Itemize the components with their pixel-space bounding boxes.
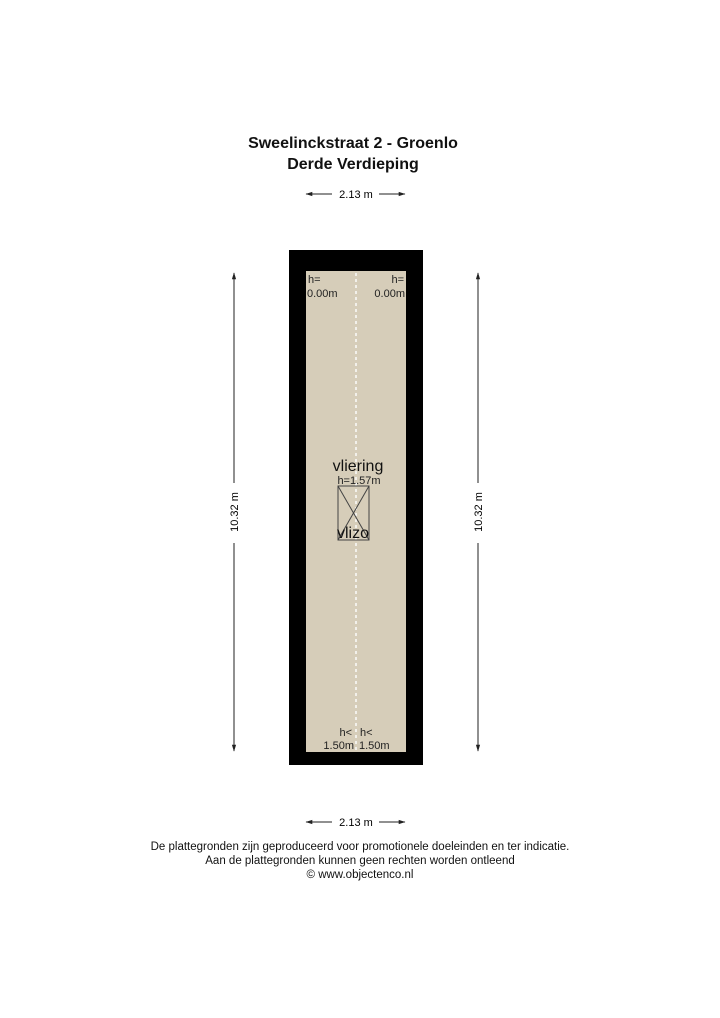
height-value-top-left: 0.00m	[307, 288, 338, 300]
plan-title: Sweelinckstraat 2 - Groenlo	[248, 135, 458, 152]
height-label-bottom-left: h<	[339, 727, 352, 739]
disclaimer-line-1: De plattegronden zijn geproduceerd voor promotionele doeleinden en ter indicatie.	[150, 841, 570, 853]
room-name: vliering	[332, 458, 384, 475]
attic-floor	[306, 271, 406, 752]
height-label-bottom-right: h<	[360, 727, 373, 739]
top-dimension	[306, 189, 405, 201]
copyright-link[interactable]: © www.objectenco.nl	[306, 869, 414, 881]
height-value-top-right: 0.00m	[374, 288, 405, 300]
floor-subtitle: Derde Verdieping	[287, 156, 419, 173]
right-dimension	[473, 273, 485, 751]
disclaimer-line-2: Aan de plattegronden kunnen geen rechten worden ontleend	[205, 855, 515, 867]
bottom-dimension-label: 2.13 m	[339, 817, 373, 829]
height-value-bottom-left: 1.50m	[323, 740, 354, 752]
height-label-top-left: h=	[308, 274, 321, 286]
top-dimension-label: 2.13 m	[339, 189, 373, 201]
right-dimension-label: 10.32 m	[473, 492, 485, 532]
left-dimension-label: 10.32 m	[229, 492, 241, 532]
room-height: h=1.57m	[337, 475, 381, 487]
height-value-bottom-right: 1.50m	[359, 740, 390, 752]
hatch-label: vlizo	[336, 525, 370, 542]
bottom-dimension	[306, 817, 405, 829]
left-dimension	[229, 273, 241, 751]
height-label-top-right: h=	[391, 274, 404, 286]
